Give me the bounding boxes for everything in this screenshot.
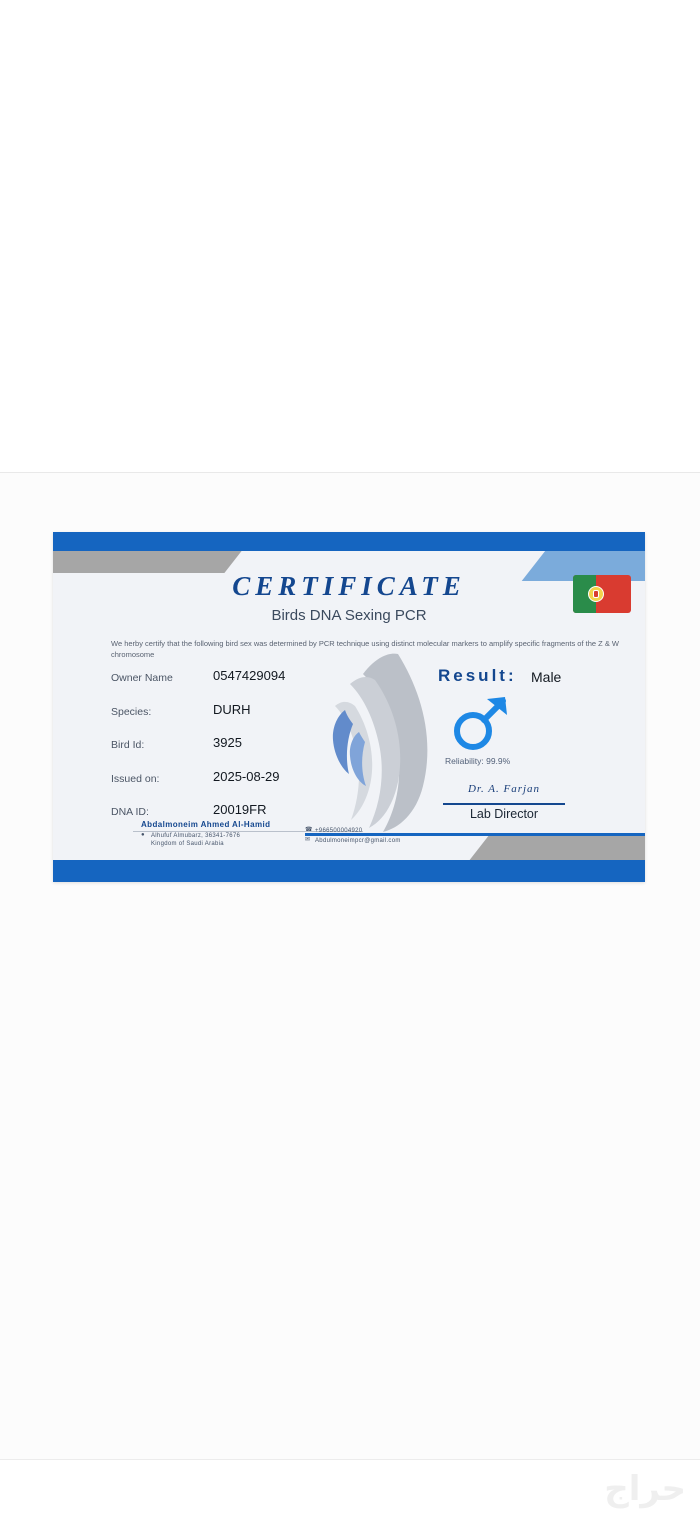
site-watermark: حراج — [604, 1469, 686, 1509]
certificate-fields — [111, 668, 341, 836]
field-row — [111, 702, 341, 736]
email-icon: ✉ — [305, 837, 311, 843]
signature-handwriting: Dr. A. Farjan — [467, 783, 541, 795]
page-footer-strip — [0, 1459, 700, 1522]
certificate-subtitle: Birds DNA Sexing PCR — [271, 607, 427, 624]
signature-title: Lab Director — [469, 807, 539, 821]
footer-email: Abdulmoneimpcr@gmail.com — [315, 838, 401, 844]
field-label: DNA ID: — [111, 806, 149, 818]
certificate-body — [53, 551, 645, 860]
portugal-flag-icon — [573, 575, 631, 613]
certificate-bottom-bar — [53, 860, 645, 882]
field-value: 20019FR — [213, 802, 267, 817]
male-symbol-icon — [451, 691, 511, 753]
decorative-gray-banner-bottom — [470, 836, 645, 860]
decorative-gray-banner-top — [53, 551, 242, 573]
phone-icon: ☎ — [305, 827, 313, 833]
field-value: 0547429094 — [213, 668, 286, 683]
certificate-title: CERTIFICATE — [232, 571, 466, 601]
field-row — [111, 735, 341, 769]
footer-address-line1: Alhufuf Almubarz, 36341-7676 — [151, 833, 241, 839]
field-label: Issued on: — [111, 772, 160, 785]
certificate-statement: We herby certify that the following bird sex was determined by PCR technique using distinct molecular markers to amplify specific fragments of the Z & W chromosome — [111, 639, 619, 660]
field-value: 2025-08-29 — [213, 768, 280, 784]
field-value: DURH — [213, 701, 251, 717]
certificate-top-bar — [53, 532, 645, 551]
footer-address-line2: Kingdom of Saudi Arabia — [151, 841, 224, 847]
result-value: Male — [531, 669, 562, 685]
field-value: 3925 — [213, 735, 242, 750]
field-label: Bird Id: — [111, 739, 145, 751]
footer-phone: +966500004920 — [315, 828, 363, 834]
signature-line — [443, 803, 565, 805]
result-label: Result: — [438, 666, 517, 685]
field-row — [111, 769, 341, 803]
reliability-text: Reliability: 99.9% — [445, 756, 511, 766]
field-row — [111, 668, 341, 702]
location-pin-icon: ● — [141, 832, 145, 838]
flag-emblem — [588, 586, 604, 602]
page-top-blank — [0, 0, 700, 473]
field-label: Species: — [111, 705, 152, 718]
certificate-card — [53, 532, 645, 882]
footer-owner-name: Abdalmoneim Ahmed Al-Hamid — [141, 820, 271, 829]
flag-emblem-shield — [593, 590, 599, 598]
field-label: Owner Name — [111, 672, 173, 684]
